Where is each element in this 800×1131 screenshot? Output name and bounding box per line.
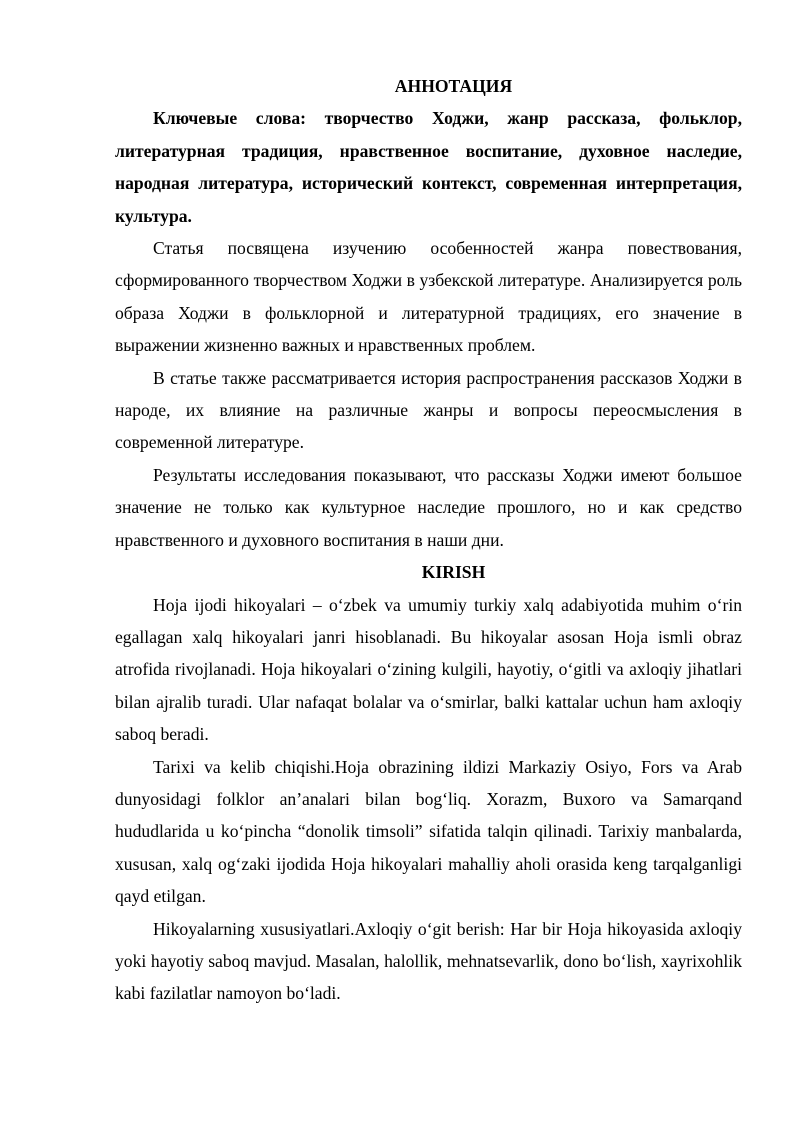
introduction-paragraph-2: Tarixi va kelib chiqishi.Hoja obrazining ildizi Markaziy Osiyo, Fors va Arab dunyosidagi folklor an’analari bilan bog‘liq. Xorazm, Buxoro va Samarqand hududlarida u ko‘pincha “donolik timsoli” sifatida talqin qilinadi. Tarixiy manbalarda, xususan, xalq og‘zaki ijodida Hoja hikoyalari mahalliy aholi orasida keng tarqalganligi qayd etilgan. — [115, 756, 742, 907]
introduction-title: KIRISH — [421, 562, 486, 583]
annotation-paragraph-2: В статье также рассматривается история распространения рассказов Ходжи в народе, их влияние на различные жанры и вопросы переосмысления в современной литературе. — [115, 367, 742, 453]
annotation-paragraph-3: Результаты исследования показывают, что рассказы Ходжи имеют большое значение не только как культурное наследие прошлого, но и как средство нравственного и духовного воспитания в наши дни. — [115, 464, 742, 550]
annotation-paragraph-1: Статья посвящена изучению особенностей жанра повествования, сформированного творчеством Ходжи в узбекской литературе. Анализируется роль образа Ходжи в фольклорной и литературной традициях, его значение в выражении жизненно важных и нравственных проблем. — [115, 238, 742, 356]
introduction-paragraph-3: Hikoyalarning xususiyatlari.Axloqiy o‘git berish: Har bir Hoja hikoyasida axloqiy yoki hayotiy saboq mavjud. Masalan, halollik, mehnatsevarlik, dono bo‘lish, xayrixohlik kabi fazilatlar namoyon bo‘ladi. — [115, 918, 742, 1004]
document-page — [115, 70, 742, 1010]
introduction-paragraph-1: Hoja ijodi hikoyalari – o‘zbek va umumiy turkiy xalq adabiyotida muhim o‘rin egallagan xalq hikoyalari janri hisoblanadi. Bu hikoyalar asosan Hoja ismli obraz atrofida rivojlanadi. Hoja hikoyalari o‘zining kulgili, hayotiy, o‘gitli va axloqiy jihatlari bilan ajralib turadi. Ular nafaqat bolalar va o‘smirlar, balki kattalar uchun ham axloqiy saboq beradi. — [115, 594, 742, 745]
annotation-title: АННОТАЦИЯ — [394, 76, 513, 96]
keywords-paragraph: Ключевые слова: творчество Ходжи, жанр рассказа, фольклор, литературная традиция, нравственное воспитание, духовное наследие, народная литература, исторический контекст, современная интерпретация, культура. — [115, 108, 742, 226]
